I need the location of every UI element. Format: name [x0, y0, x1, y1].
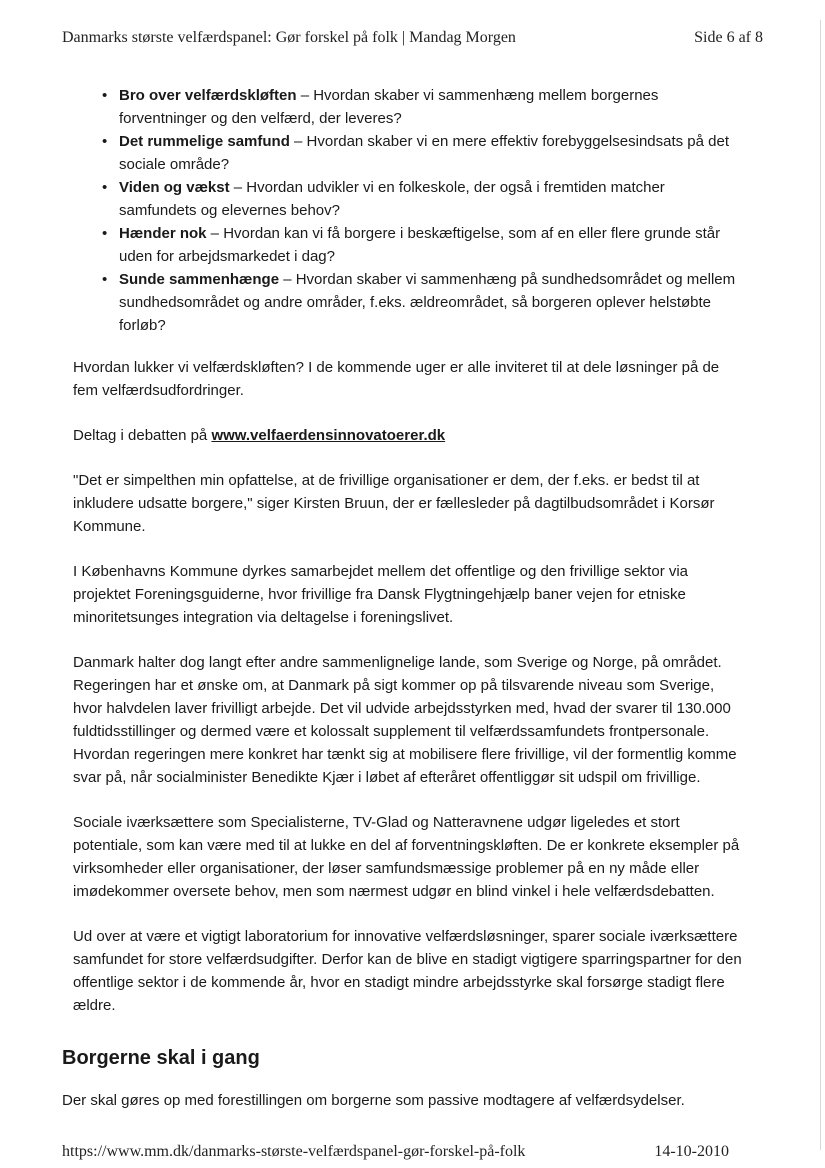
debate-link[interactable]: www.velfaerdensinnovatoerer.dk — [211, 427, 446, 444]
bullet-icon: • — [102, 271, 108, 288]
list-item-title: Sunde sammenhænge — [119, 271, 280, 288]
bullet-icon: • — [102, 179, 108, 196]
list-item-text: – Hvordan skaber vi sammenhæng på sundhedsområdet og mellem sundhedsområdet og andre områder, f.eks. ældreområdet, så borgeren oplever helstøbte forløb? — [119, 271, 736, 334]
paragraph: Danmark halter dog langt efter andre sammenlignelige lande, som Sverige og Norge, på området. Regeringen har et ønske om, at Danmark på sigt kommer op på tilsvarende niveau som Sverige, hvor halvdelen laver frivilligt arbejde. Det vil udvide arbejdsstyrken med, hvad der svarer til 130.000 fuldtidsstillinger og dermed være et kolossalt supplement til velfærdssamfundets frontpersonale. Hvordan regeringen mere konkret har tænkt sig at mobilisere flere frivillige, vil der formentlig komme svar på, når socialminister Benedikte Kjær i løbet af efteråret offentliggør sit udspil om frivillige. — [73, 654, 737, 786]
list-item — [62, 176, 742, 222]
list-item — [62, 268, 742, 337]
list-item — [62, 222, 742, 268]
list-item-text: – Hvordan skaber vi en mere effektiv forebyggelsesindsats på det sociale område? — [119, 133, 730, 173]
bullet-icon: • — [102, 87, 108, 104]
list-item-title: Bro over velfærdskløften — [119, 87, 297, 104]
bullet-icon: • — [102, 225, 108, 242]
list-item-title: Hænder nok — [119, 225, 207, 242]
list-item-title: Viden og vækst — [119, 179, 230, 196]
debate-paragraph — [62, 424, 742, 447]
page-footer — [62, 1143, 729, 1161]
list-item-text: – Hvordan skaber vi sammenhæng mellem borgernes forventninger og den velfærd, der leveres? — [119, 87, 659, 127]
section-heading: Borgerne skal i gang — [62, 1047, 260, 1069]
footer-date: 14-10-2010 — [654, 1143, 729, 1160]
list-item — [62, 130, 742, 176]
header-title: Danmarks største velfærdspanel: Gør forskel på folk | Mandag Morgen — [62, 29, 516, 46]
paragraph: "Det er simpelthen min opfattelse, at de frivillige organisationer er dem, der f.eks. er bedst til at inkludere udsatte borgere," siger Kirsten Bruun, der er fællesleder på dagtilbudsområdet i Korsør Kommune. — [73, 472, 715, 535]
paragraph: Sociale iværksættere som Specialisterne, TV-Glad og Natteravnene udgør ligeledes et stort potentiale, som kan være med til at lukke en del af forventningskløften. De er konkrete eksempler på virksomheder eller organisationer, der løser samfundsmæssige problemer på en ny måde eller imødekommer oversete behov, men som nærmest udgør en blind vinkel i hele velfærdsdebatten. — [73, 814, 740, 900]
list-item-text: – Hvordan udvikler vi en folkeskole, der også i fremtiden matcher samfundets og elevernes behov? — [119, 179, 665, 219]
list-item-text: – Hvordan kan vi få borgere i beskæftigelse, som af en eller flere grunde står uden for arbejdsmarkedet i dag? — [119, 225, 721, 265]
scan-edge — [820, 20, 821, 1150]
page-header — [62, 29, 763, 47]
footer-url: https://www.mm.dk/danmarks-største-velfærdspanel-gør-forskel-på-folk — [62, 1143, 526, 1160]
article-body — [62, 84, 742, 1112]
page-number: Side 6 af 8 — [694, 29, 763, 46]
list-item — [62, 84, 742, 130]
challenge-list — [62, 84, 742, 337]
section-intro: Der skal gøres op med forestillingen om borgerne som passive modtagere af velfærdsydelser. — [62, 1092, 685, 1109]
list-item-title: Det rummelige samfund — [119, 133, 290, 150]
debate-prefix: Deltag i debatten på — [73, 427, 212, 444]
paragraph: Ud over at være et vigtigt laboratorium for innovative velfærdsløsninger, sparer sociale iværksættere samfundet for store velfærdsudgifter. Derfor kan de blive en stadigt vigtigere sparringspartner for den offentlige sektor i de kommende år, hvor en stadigt mindre arbejdsstyrke skal forsørge stadigt flere ældre. — [73, 928, 742, 1014]
paragraph: Hvordan lukker vi velfærdskløften? I de kommende uger er alle inviteret til at dele løsninger på de fem velfærdsudfordringer. — [73, 359, 720, 399]
bullet-icon: • — [102, 133, 108, 150]
paragraph: I Københavns Kommune dyrkes samarbejdet mellem det offentlige og den frivillige sektor via projektet Foreningsguiderne, hvor frivillige fra Dansk Flygtningehjælp baner vejen for etniske minoritetsunges integration via deltagelse i foreningslivet. — [73, 563, 689, 626]
